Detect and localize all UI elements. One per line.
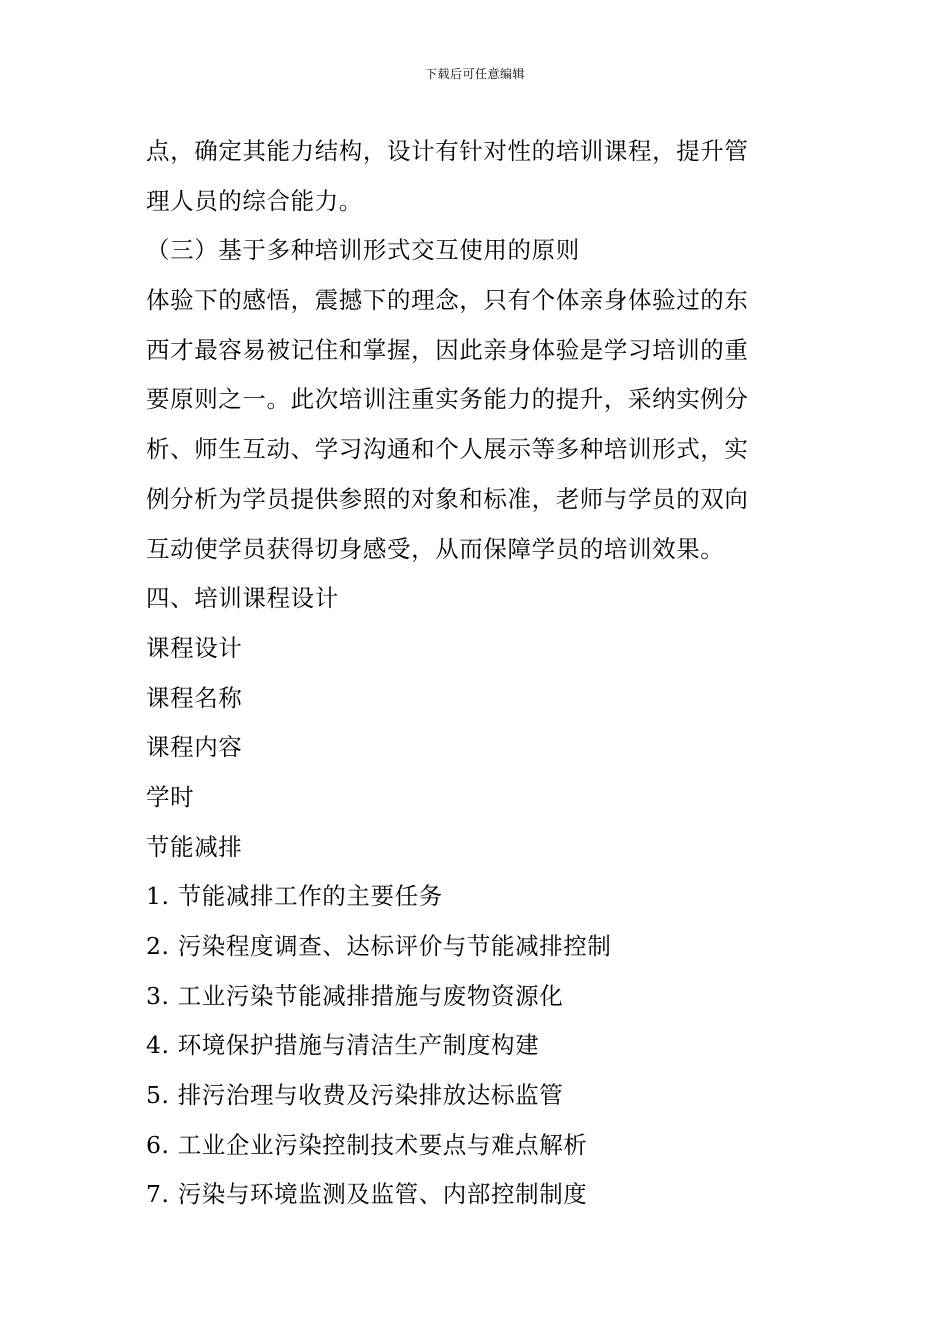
paragraph-line: 析、师生互动、学习沟通和个人展示等多种培训形式，实 bbox=[146, 435, 749, 464]
paragraph-line: 西才最容易被记住和掌握，因此亲身体验是学习培训的重 bbox=[146, 335, 749, 364]
section-heading: （三）基于多种培训形式交互使用的原则 bbox=[146, 236, 580, 265]
course-item: 4. 环境保护措施与清洁生产制度构建 bbox=[146, 1031, 540, 1060]
course-item: 1. 节能减排工作的主要任务 bbox=[146, 882, 443, 911]
course-item: 7. 污染与环境监测及监管、内部控制制度 bbox=[146, 1180, 588, 1209]
course-design-label: 课程设计 bbox=[146, 633, 243, 662]
course-name-label: 课程名称 bbox=[146, 683, 243, 712]
paragraph-line: 互动使学员获得切身感受，从而保障学员的培训效果。 bbox=[146, 534, 725, 563]
course-item: 3. 工业污染节能减排措施与废物资源化 bbox=[146, 981, 564, 1010]
course-item: 5. 排污治理与收费及污染排放达标监管 bbox=[146, 1081, 564, 1110]
section-heading: 四、培训课程设计 bbox=[146, 584, 339, 613]
course-item: 6. 工业企业污染控制技术要点与难点解析 bbox=[146, 1130, 588, 1159]
document-body bbox=[146, 127, 791, 1220]
class-hours-label: 学时 bbox=[146, 782, 195, 811]
course-title: 节能减排 bbox=[146, 832, 243, 861]
paragraph-line: 理人员的综合能力。 bbox=[146, 186, 363, 215]
course-item: 2. 污染程度调查、达标评价与节能减排控制 bbox=[146, 932, 612, 960]
paragraph-line: 点，确定其能力结构，设计有针对性的培训课程，提升管 bbox=[146, 137, 749, 165]
paragraph-line: 要原则之一。此次培训注重实务能力的提升，采纳实例分 bbox=[146, 385, 749, 414]
paragraph-line: 例分析为学员提供参照的对象和标准，老师与学员的双向 bbox=[146, 484, 749, 513]
paragraph-line: 体验下的感悟，震撼下的理念，只有个体亲身体验过的东 bbox=[146, 286, 749, 315]
course-content-label: 课程内容 bbox=[146, 733, 243, 762]
page-header-note: 下载后可任意编辑 bbox=[424, 67, 525, 81]
